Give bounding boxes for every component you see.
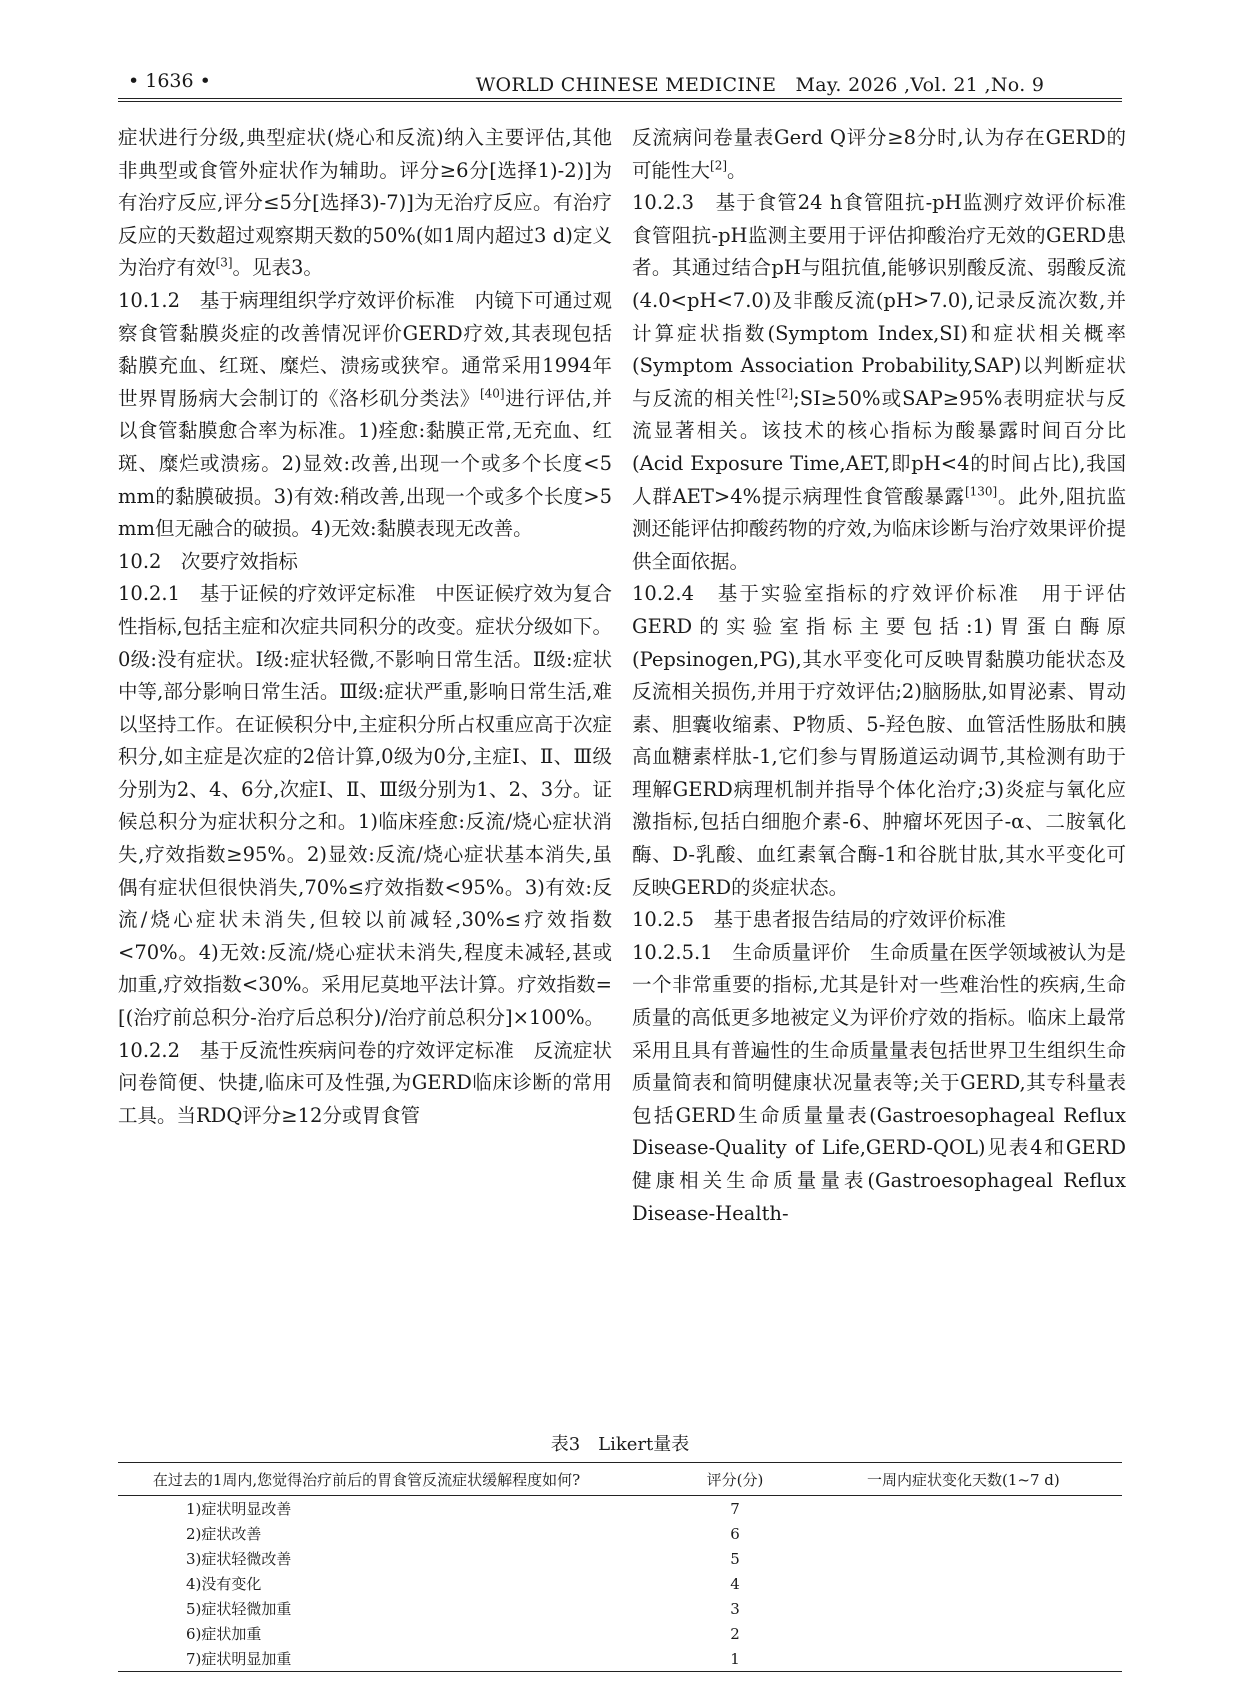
paragraph-text: 10.2 次要疗效指标: [118, 549, 298, 573]
row-label: 5)症状轻微加重: [186, 1600, 292, 1618]
paragraph-text: 。: [727, 158, 747, 182]
paragraph-text: 症状进行分级,典型症状(烧心和反流)纳入主要评估,其他非典型或食管外症状作为辅助。评分≥6分[选择1)-2)]为有治疗反应,评分≤5分[选择3)-7)]为无治疗反应。有治疗反应的天数超过观察期天数的50%(如1周内超过3 d)定义为治疗有效: [118, 126, 612, 280]
paragraph-text: 10.2.5 基于患者报告结局的疗效评价标准: [632, 908, 1007, 932]
journal-title: WORLD CHINESE MEDICINE May. 2026 ,Vol. 21 ,No. 9: [475, 74, 1045, 96]
table-row: [118, 1546, 1122, 1571]
section-heading: [632, 904, 1126, 937]
row-days: [855, 1496, 1122, 1522]
paragraph-text: 10.2.1 基于证候的疗效评定标准 中医证候疗效为复合性指标,包括主症和次症共同积分的改变。症状分级如下。0级:没有症状。Ⅰ级:症状轻微,不影响日常生活。Ⅱ级:症状中等,部分影响日常生活。Ⅲ级:症状严重,影响日常生活,难以坚持工作。在证候积分中,主症积分所占权重应高于次症积分,如主症是次症的2倍计算,0级为0分,主症Ⅰ、Ⅱ、Ⅲ级分别为2、4、6分,次症Ⅰ、Ⅱ、Ⅲ级分别为1、2、3分。证候总积分为症状积分之和。1)临床痊愈:反流/烧心症状消失,疗效指数≥95%。2)显效:反流/烧心症状基本消失,虽偶有症状但很快消失,70%≤疗效指数<95%。3)有效:反流/烧心症状未消失,但较以前减轻,30%≤疗效指数<70%。4)无效:反流/烧心症状未消失,程度未减轻,甚或加重,疗效指数<30%。采用尼莫地平法计算。疗效指数=[(治疗前总积分-治疗后总积分)/治疗前总积分]×100%。: [118, 582, 612, 1030]
paragraph-text: 10.2.4 基于实验室指标的疗效评价标准 用于评估GERD的实验室指标主要包括:1)胃蛋白酶原(Pepsinogen,PG),其水平变化可反映胃黏膜功能状态及反流相关损伤,并用于疗效评估;2)脑肠肽,如胃泌素、胃动素、胆囊收缩素、P物质、5-羟色胺、血管活性肠肽和胰高血糖素样肽-1,它们参与胃肠道运动调节,其检测有助于理解GERD病理机制并指导个体化治疗;3)炎症与氧化应激指标,包括白细胞介素-6、肿瘤坏死因子-α、二胺氧化酶、D-乳酸、血红素氧合酶-1和谷胱甘肽,其水平变化可反映GERD的炎症状态。: [632, 582, 1126, 899]
row-score: 4: [730, 1574, 740, 1593]
table-caption: 表3 Likert量表: [550, 1434, 690, 1455]
table-header-question: 在过去的1周内,您觉得治疗前后的胃食管反流症状缓解程度如何?: [118, 1463, 615, 1496]
table-row: [118, 1571, 1122, 1596]
likert-table: [118, 1462, 1122, 1672]
header-rule: [118, 98, 1122, 102]
paragraph: [118, 285, 612, 546]
table-row: [118, 1646, 1122, 1672]
citation: [130]: [964, 484, 998, 499]
table-header-score: 评分(分): [615, 1463, 855, 1496]
paragraph: [632, 937, 1126, 1230]
left-column: [118, 122, 612, 1418]
row-days: [855, 1596, 1122, 1621]
row-score: 7: [730, 1499, 740, 1518]
row-label: 2)症状改善: [186, 1525, 262, 1543]
row-days: [855, 1546, 1122, 1571]
paragraph: [632, 187, 1146, 578]
row-label: 7)症状明显加重: [118, 1646, 615, 1672]
paragraph-text: 。见表3。: [232, 256, 323, 280]
table-header-days: 一周内症状变化天数(1~7 d): [855, 1463, 1122, 1496]
paragraph-text: 10.1.2 基于病理组织学疗效评价标准 内镜下可通过观察食管黏膜炎症的改善情况评价GERD疗效,其表现包括黏膜充血、红斑、糜烂、溃疡或狭窄。通常采用1994年世界胃肠病大会制订的《洛杉矶分类法》: [118, 288, 612, 410]
row-days: [855, 1521, 1122, 1546]
paragraph: [632, 122, 1126, 187]
paragraph-text: 10.2.2 基于反流性疾病问卷的疗效评定标准 反流症状问卷简便、快捷,临床可及性强,为GERD临床诊断的常用工具。当RDQ评分≥12分或胃食管: [118, 1038, 612, 1127]
paragraph-text: ;SI≥50%或SAP≥95%表明症状与反流显著相关。该技术的核心指标为酸暴露时间百分比(Acid Exposure Time,AET,即pH<4的时间占比),我国人群AET>4%提示病理性食管酸暴露: [632, 386, 1126, 508]
table-header-row: [118, 1463, 1122, 1496]
table-body: [118, 1496, 1122, 1672]
paragraph-text: 10.2.5.1 生命质量评价 生命质量在医学领域被认为是一个非常重要的指标,尤其是针对一些难治性的疾病,生命质量的高低更多地被定义为评价疗效的指标。临床上最常采用且具有普遍性的生命质量量表包括世界卫生组织生命质量简表和简明健康状况量表等;关于GERD,其专科量表包括GERD生命质量量表(Gastroesophageal Reflux Disease-Quality of Life,GERD-QOL)见表4和GERD健康相关生命质量量表(Gastroesophageal Reflux Disease-Health-: [632, 940, 1126, 1225]
row-score: 5: [730, 1549, 740, 1568]
row-score: 2: [730, 1624, 740, 1643]
row-days: [855, 1571, 1122, 1596]
right-column: [632, 122, 1146, 1418]
row-score: 1: [615, 1646, 855, 1672]
row-label: 4)没有变化: [186, 1575, 262, 1593]
running-header: [118, 66, 1122, 98]
paragraph-text: 。此外,阻抗监测还能评估抑酸药物的疗效,为临床诊断与治疗效果评价提供全面依据。: [632, 484, 1126, 573]
table-row: [118, 1621, 1122, 1646]
table-row: [118, 1596, 1122, 1621]
row-score: 6: [730, 1524, 740, 1543]
row-days: [855, 1621, 1122, 1646]
table-row: [118, 1496, 1122, 1522]
citation: [2]: [776, 386, 794, 401]
row-score: 3: [730, 1599, 740, 1618]
paragraph: [118, 122, 612, 285]
paragraph-text: 反流病问卷量表Gerd Q评分≥8分时,认为存在GERD的可能性大: [632, 126, 1126, 182]
page-number: • 1636 •: [128, 70, 211, 92]
citation: [3]: [215, 255, 233, 270]
row-label: 3)症状轻微改善: [186, 1550, 292, 1568]
row-label: 6)症状加重: [186, 1625, 262, 1643]
row-label: 1)症状明显改善: [186, 1500, 292, 1518]
paragraph: [118, 1035, 612, 1133]
citation: [40]: [479, 386, 505, 401]
paragraph-text: 进行评估,并以食管黏膜愈合率为标准。1)痊愈:黏膜正常,无充血、红斑、糜烂或溃疡。2)显效:改善,出现一个或多个长度<5 mm的黏膜破损。3)有效:稍改善,出现一个或多个长度>5 mm但无融合的破损。4)无效:黏膜表现无改善。: [118, 386, 612, 541]
paragraph: [118, 578, 612, 1034]
citation: [2]: [710, 158, 728, 173]
row-days: [855, 1646, 1122, 1672]
table-row: [118, 1521, 1122, 1546]
paragraph-text: 10.2.3 基于食管24 h食管阻抗-pH监测疗效评价标准 食管阻抗-pH监测主要用于评估抑酸治疗无效的GERD患者。其通过结合pH与阻抗值,能够识别酸反流、弱酸反流(4.0<pH<7.0)及非酸反流(pH>7.0),记录反流次数,并计算症状指数(Symptom Index,SI)和症状相关概率(Symptom Association Probability,SAP)以判断症状与反流的相关性: [632, 191, 1146, 410]
paragraph: [632, 578, 1126, 904]
section-heading: [118, 546, 612, 579]
